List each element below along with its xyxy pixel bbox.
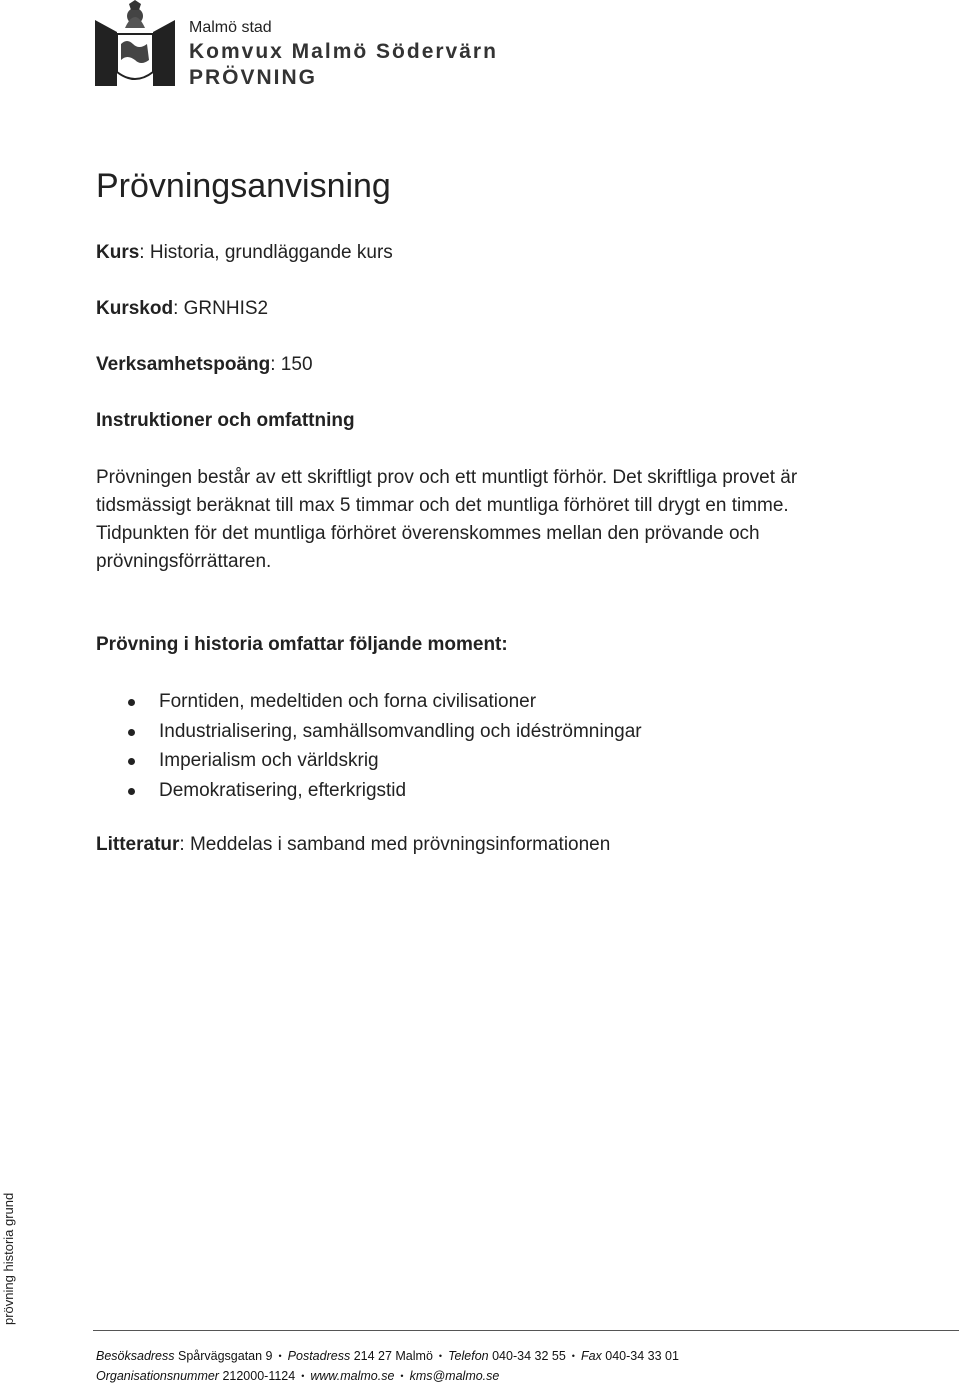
instructions-text xyxy=(96,464,856,576)
separator-dot: • xyxy=(400,1371,404,1381)
moment-text: Industrialisering, samhällsomvandling och idéströmningar xyxy=(159,720,642,742)
bullet-icon xyxy=(128,788,135,795)
visit-address-value: Spårvägsgatan 9 xyxy=(178,1349,273,1363)
unit-name: PRÖVNING xyxy=(189,66,318,89)
list-item xyxy=(96,687,642,717)
org-number-value: 212000-1124 xyxy=(222,1369,296,1383)
course-code-field xyxy=(96,298,268,320)
course-value: : Historia, grundläggande kurs xyxy=(139,242,393,263)
moments-list xyxy=(96,687,642,805)
postal-address-key: Postadress xyxy=(287,1349,351,1363)
side-document-label: prövning historia grund xyxy=(1,1192,16,1325)
points-label: Verksamhetspoäng xyxy=(96,354,271,375)
instructions-heading: Instruktioner och omfattning xyxy=(96,410,355,431)
bullet-icon xyxy=(128,699,135,706)
course-code-label: Kurskod xyxy=(96,298,174,319)
course-label: Kurs xyxy=(96,242,140,263)
literature-field xyxy=(96,834,610,856)
footer-line-2 xyxy=(96,1369,499,1383)
bullet-icon xyxy=(128,758,135,765)
moment-text: Forntiden, medeltiden och forna civilisationer xyxy=(159,691,537,712)
website-link[interactable]: www.malmo.se xyxy=(310,1369,395,1383)
course-field xyxy=(96,242,393,264)
separator-dot: • xyxy=(438,1351,443,1361)
separator-dot: • xyxy=(278,1351,282,1361)
malmo-crest-logo xyxy=(95,0,175,88)
points-value: : 150 xyxy=(270,354,313,375)
footer-divider xyxy=(93,1330,959,1331)
phone-value: 040-34 32 55 xyxy=(492,1349,566,1363)
list-item xyxy=(96,746,642,776)
points-field xyxy=(96,354,313,376)
instructions-paragraph-2: Tidpunkten för det muntliga förhöret överenskommes mellan den prövande och prövningsförrättaren. xyxy=(96,523,760,572)
footer-line-1 xyxy=(96,1349,679,1363)
list-item xyxy=(96,717,642,747)
fax-value: 040-34 33 01 xyxy=(605,1349,679,1363)
email-link[interactable]: kms@malmo.se xyxy=(409,1369,500,1383)
list-item xyxy=(96,776,642,806)
separator-dot: • xyxy=(301,1371,305,1381)
moment-text: Imperialism och världskrig xyxy=(159,750,379,771)
course-code-value: : GRNHIS2 xyxy=(173,298,269,319)
city-name: Malmö stad xyxy=(189,19,272,36)
bullet-icon xyxy=(128,729,135,736)
moments-heading: Prövning i historia omfattar följande moment: xyxy=(96,634,508,655)
organisation-header xyxy=(189,20,498,88)
school-name: Komvux Malmö Södervärn xyxy=(189,40,498,63)
postal-address-value: 214 27 Malmö xyxy=(353,1349,433,1363)
visit-address-key: Besöksadress xyxy=(96,1349,175,1363)
document-title: Prövningsanvisning xyxy=(96,167,391,205)
fax-key: Fax xyxy=(580,1349,602,1363)
phone-key: Telefon xyxy=(448,1349,489,1363)
org-number-key: Organisationsnummer xyxy=(96,1369,219,1383)
moment-text: Demokratisering, efterkrigstid xyxy=(159,779,407,801)
literature-value: : Meddelas i samband med prövningsinformationen xyxy=(179,834,611,855)
instructions-paragraph-1: Prövningen består av ett skriftligt prov och ett muntligt förhör. Det skriftliga provet är tidsmässigt beräknat till max 5 timmar och det muntliga förhöret till drygt en timme. xyxy=(96,467,798,516)
literature-label: Litteratur xyxy=(96,834,180,855)
separator-dot: • xyxy=(571,1351,575,1361)
